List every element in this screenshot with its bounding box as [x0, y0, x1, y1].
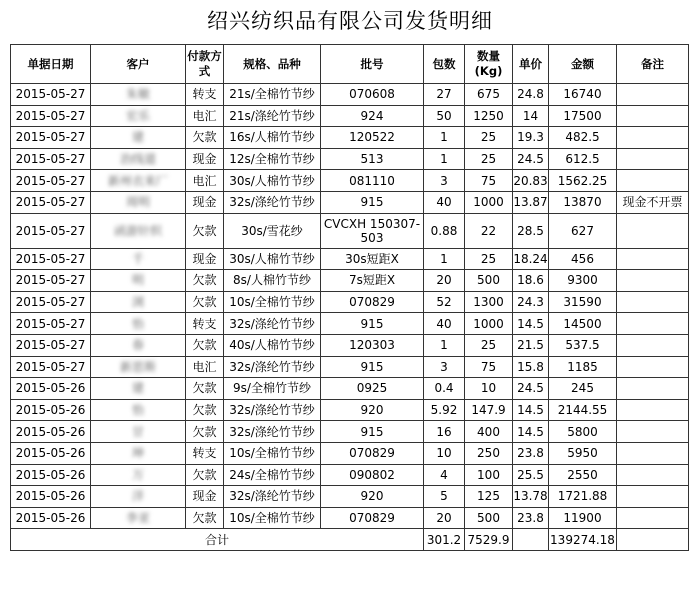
cell-payment: 欠款 — [186, 213, 224, 248]
cell-customer: 千 — [91, 248, 186, 270]
cell-note — [617, 378, 689, 400]
cell-payment: 欠款 — [186, 270, 224, 292]
cell-note — [617, 356, 689, 378]
table-row — [11, 270, 689, 292]
cell-spec: 21s/涤纶竹节纱 — [224, 105, 321, 127]
cell-price: 25.5 — [513, 464, 549, 486]
cell-customer: 治线道 — [91, 148, 186, 170]
table-row — [11, 170, 689, 192]
cell-spec: 40s/人棉竹节纱 — [224, 334, 321, 356]
cell-spec: 8s/人棉竹节纱 — [224, 270, 321, 292]
cell-payment: 欠款 — [186, 507, 224, 529]
cell-customer: 函游针织 — [91, 213, 186, 248]
cell-payment: 转支 — [186, 313, 224, 335]
cell-payment: 现金 — [186, 486, 224, 508]
cell-bags: 1 — [424, 148, 465, 170]
table-row — [11, 148, 689, 170]
cell-quantity: 25 — [465, 248, 513, 270]
col-header-note: 备注 — [617, 45, 689, 84]
cell-quantity: 25 — [465, 148, 513, 170]
cell-note — [617, 148, 689, 170]
total-note-empty — [617, 529, 689, 551]
cell-customer: 坤 — [91, 442, 186, 464]
table-row — [11, 291, 689, 313]
cell-spec: 9s/全棉竹节纱 — [224, 378, 321, 400]
cell-batch: 070829 — [321, 291, 424, 313]
cell-quantity: 500 — [465, 270, 513, 292]
cell-date: 2015-05-27 — [11, 248, 91, 270]
cell-amount: 1185 — [549, 356, 617, 378]
table-row — [11, 191, 689, 213]
cell-date: 2015-05-26 — [11, 507, 91, 529]
cell-bags: 1 — [424, 127, 465, 149]
cell-payment: 欠款 — [186, 399, 224, 421]
col-header-amount: 金额 — [549, 45, 617, 84]
cell-batch: 120522 — [321, 127, 424, 149]
cell-spec: 30s/人棉竹节纱 — [224, 170, 321, 192]
cell-note — [617, 291, 689, 313]
cell-date: 2015-05-27 — [11, 313, 91, 335]
col-header-quantity: 数量(Kg) — [465, 45, 513, 84]
col-header-batch: 批号 — [321, 45, 424, 84]
cell-date: 2015-05-26 — [11, 399, 91, 421]
cell-spec: 32s/涤纶竹节纱 — [224, 421, 321, 443]
cell-note — [617, 270, 689, 292]
cell-spec: 32s/涤纶竹节纱 — [224, 356, 321, 378]
cell-customer: 李亚 — [91, 507, 186, 529]
cell-amount: 17500 — [549, 105, 617, 127]
cell-note: 现金不开票 — [617, 191, 689, 213]
cell-price: 19.3 — [513, 127, 549, 149]
cell-payment: 欠款 — [186, 421, 224, 443]
table-row — [11, 356, 689, 378]
cell-payment: 转支 — [186, 442, 224, 464]
cell-amount: 537.5 — [549, 334, 617, 356]
table-row — [11, 442, 689, 464]
cell-batch: 120303 — [321, 334, 424, 356]
cell-note — [617, 127, 689, 149]
cell-price: 24.5 — [513, 378, 549, 400]
cell-quantity: 500 — [465, 507, 513, 529]
cell-quantity: 1300 — [465, 291, 513, 313]
cell-price: 13.78 — [513, 486, 549, 508]
cell-quantity: 675 — [465, 84, 513, 106]
cell-date: 2015-05-27 — [11, 291, 91, 313]
table-row — [11, 127, 689, 149]
cell-bags: 1 — [424, 248, 465, 270]
cell-quantity: 10 — [465, 378, 513, 400]
cell-note — [617, 399, 689, 421]
cell-price: 14 — [513, 105, 549, 127]
cell-customer: 周明 — [91, 191, 186, 213]
cell-bags: 4 — [424, 464, 465, 486]
cell-note — [617, 313, 689, 335]
total-price-empty — [513, 529, 549, 551]
cell-amount: 2550 — [549, 464, 617, 486]
cell-bags: 52 — [424, 291, 465, 313]
cell-customer: 甘 — [91, 421, 186, 443]
cell-batch: 081110 — [321, 170, 424, 192]
cell-spec: 10s/全棉竹节纱 — [224, 442, 321, 464]
cell-date: 2015-05-26 — [11, 464, 91, 486]
table-body — [11, 84, 689, 529]
table-row — [11, 105, 689, 127]
cell-bags: 40 — [424, 191, 465, 213]
cell-bags: 1 — [424, 334, 465, 356]
table-row — [11, 248, 689, 270]
cell-batch: 070829 — [321, 507, 424, 529]
cell-date: 2015-05-27 — [11, 105, 91, 127]
cell-payment: 现金 — [186, 191, 224, 213]
cell-note — [617, 464, 689, 486]
cell-payment: 欠款 — [186, 291, 224, 313]
cell-amount: 5950 — [549, 442, 617, 464]
cell-price: 24.8 — [513, 84, 549, 106]
cell-spec: 24s/全棉竹节纱 — [224, 464, 321, 486]
cell-batch: 915 — [321, 191, 424, 213]
cell-bags: 5.92 — [424, 399, 465, 421]
cell-bags: 20 — [424, 507, 465, 529]
cell-batch: 7s短距X — [321, 270, 424, 292]
cell-quantity: 1250 — [465, 105, 513, 127]
cell-note — [617, 248, 689, 270]
cell-customer: 怡 — [91, 399, 186, 421]
cell-batch: 920 — [321, 399, 424, 421]
cell-payment: 欠款 — [186, 127, 224, 149]
cell-batch: 920 — [321, 486, 424, 508]
table-row — [11, 399, 689, 421]
col-header-customer: 客户 — [91, 45, 186, 84]
cell-date: 2015-05-27 — [11, 356, 91, 378]
cell-price: 24.3 — [513, 291, 549, 313]
table-row — [11, 486, 689, 508]
cell-bags: 20 — [424, 270, 465, 292]
cell-customer: 洋 — [91, 486, 186, 508]
cell-spec: 32s/涤纶竹节纱 — [224, 191, 321, 213]
cell-note — [617, 442, 689, 464]
cell-note — [617, 170, 689, 192]
cell-batch: 513 — [321, 148, 424, 170]
cell-batch: 30s短距X — [321, 248, 424, 270]
cell-batch: 070608 — [321, 84, 424, 106]
cell-amount: 16740 — [549, 84, 617, 106]
cell-date: 2015-05-26 — [11, 442, 91, 464]
cell-price: 21.5 — [513, 334, 549, 356]
table-row — [11, 464, 689, 486]
cell-payment: 欠款 — [186, 378, 224, 400]
col-header-payment: 付款方式 — [186, 45, 224, 84]
cell-date: 2015-05-27 — [11, 270, 91, 292]
cell-note — [617, 84, 689, 106]
cell-price: 18.6 — [513, 270, 549, 292]
cell-price: 14.5 — [513, 313, 549, 335]
cell-date: 2015-05-26 — [11, 421, 91, 443]
cell-batch: 090802 — [321, 464, 424, 486]
cell-payment: 电汇 — [186, 105, 224, 127]
cell-price: 14.5 — [513, 399, 549, 421]
cell-amount: 11900 — [549, 507, 617, 529]
cell-amount: 14500 — [549, 313, 617, 335]
col-header-bags: 包数 — [424, 45, 465, 84]
table-row — [11, 313, 689, 335]
total-amount: 139274.18 — [549, 529, 617, 551]
cell-customer: 建 — [91, 127, 186, 149]
cell-note — [617, 105, 689, 127]
cell-amount: 627 — [549, 213, 617, 248]
cell-payment: 转支 — [186, 84, 224, 106]
cell-price: 23.8 — [513, 507, 549, 529]
cell-quantity: 75 — [465, 356, 513, 378]
cell-quantity: 250 — [465, 442, 513, 464]
cell-quantity: 1000 — [465, 191, 513, 213]
cell-date: 2015-05-26 — [11, 486, 91, 508]
cell-customer: 怡 — [91, 313, 186, 335]
cell-bags: 0.88 — [424, 213, 465, 248]
cell-payment: 电汇 — [186, 356, 224, 378]
cell-spec: 16s/人棉竹节纱 — [224, 127, 321, 149]
cell-bags: 10 — [424, 442, 465, 464]
cell-bags: 16 — [424, 421, 465, 443]
cell-customer: 朱敏 — [91, 84, 186, 106]
total-label: 合计 — [11, 529, 424, 551]
cell-bags: 50 — [424, 105, 465, 127]
cell-spec: 12s/全棉竹节纱 — [224, 148, 321, 170]
cell-customer: 新州衣来厂 — [91, 170, 186, 192]
cell-price: 20.83 — [513, 170, 549, 192]
cell-date: 2015-05-27 — [11, 127, 91, 149]
cell-price: 28.5 — [513, 213, 549, 248]
cell-price: 23.8 — [513, 442, 549, 464]
cell-quantity: 1000 — [465, 313, 513, 335]
cell-date: 2015-05-27 — [11, 84, 91, 106]
cell-bags: 0.4 — [424, 378, 465, 400]
cell-spec: 30s/人棉竹节纱 — [224, 248, 321, 270]
table-header-row — [11, 45, 689, 84]
cell-batch: 0925 — [321, 378, 424, 400]
cell-customer: 建 — [91, 378, 186, 400]
cell-bags: 27 — [424, 84, 465, 106]
total-row — [11, 529, 689, 551]
cell-amount: 13870 — [549, 191, 617, 213]
cell-payment: 现金 — [186, 248, 224, 270]
cell-spec: 10s/全棉竹节纱 — [224, 291, 321, 313]
cell-date: 2015-05-27 — [11, 170, 91, 192]
cell-note — [617, 507, 689, 529]
table-row — [11, 334, 689, 356]
total-quantity: 7529.9 — [465, 529, 513, 551]
cell-note — [617, 213, 689, 248]
cell-quantity: 125 — [465, 486, 513, 508]
cell-date: 2015-05-27 — [11, 213, 91, 248]
cell-quantity: 75 — [465, 170, 513, 192]
cell-amount: 2144.55 — [549, 399, 617, 421]
cell-payment: 电汇 — [186, 170, 224, 192]
cell-price: 14.5 — [513, 421, 549, 443]
cell-payment: 欠款 — [186, 464, 224, 486]
cell-amount: 456 — [549, 248, 617, 270]
cell-amount: 31590 — [549, 291, 617, 313]
cell-amount: 245 — [549, 378, 617, 400]
cell-bags: 3 — [424, 356, 465, 378]
cell-date: 2015-05-27 — [11, 334, 91, 356]
cell-quantity: 25 — [465, 334, 513, 356]
cell-amount: 9300 — [549, 270, 617, 292]
cell-spec: 30s/雪花纱 — [224, 213, 321, 248]
cell-spec: 32s/涤纶竹节纱 — [224, 399, 321, 421]
cell-customer: 春 — [91, 334, 186, 356]
cell-spec: 32s/涤纶竹节纱 — [224, 486, 321, 508]
cell-batch: 915 — [321, 356, 424, 378]
table-row — [11, 213, 689, 248]
cell-amount: 482.5 — [549, 127, 617, 149]
cell-date: 2015-05-26 — [11, 378, 91, 400]
cell-batch: CVCXH 150307-503 — [321, 213, 424, 248]
cell-amount: 1721.88 — [549, 486, 617, 508]
cell-customer: 万 — [91, 464, 186, 486]
cell-payment: 欠款 — [186, 334, 224, 356]
cell-payment: 现金 — [186, 148, 224, 170]
cell-spec: 21s/全棉竹节纱 — [224, 84, 321, 106]
cell-amount: 612.5 — [549, 148, 617, 170]
cell-batch: 924 — [321, 105, 424, 127]
cell-batch: 915 — [321, 421, 424, 443]
table-row — [11, 84, 689, 106]
cell-price: 18.24 — [513, 248, 549, 270]
cell-date: 2015-05-27 — [11, 191, 91, 213]
cell-quantity: 100 — [465, 464, 513, 486]
cell-customer: 浏 — [91, 291, 186, 313]
cell-amount: 1562.25 — [549, 170, 617, 192]
cell-quantity: 25 — [465, 127, 513, 149]
cell-note — [617, 334, 689, 356]
cell-batch: 070829 — [321, 442, 424, 464]
cell-bags: 5 — [424, 486, 465, 508]
shipment-table — [10, 44, 689, 551]
cell-quantity: 147.9 — [465, 399, 513, 421]
cell-customer: 新思斯 — [91, 356, 186, 378]
cell-bags: 40 — [424, 313, 465, 335]
cell-spec: 10s/全棉竹节纱 — [224, 507, 321, 529]
cell-price: 24.5 — [513, 148, 549, 170]
document-title: 绍兴纺织品有限公司发货明细 — [207, 9, 493, 33]
cell-amount: 5800 — [549, 421, 617, 443]
cell-bags: 3 — [424, 170, 465, 192]
cell-batch: 915 — [321, 313, 424, 335]
cell-date: 2015-05-27 — [11, 148, 91, 170]
cell-note — [617, 421, 689, 443]
total-bags: 301.2 — [424, 529, 465, 551]
cell-price: 13.87 — [513, 191, 549, 213]
cell-customer: 明 — [91, 270, 186, 292]
cell-quantity: 22 — [465, 213, 513, 248]
cell-price: 15.8 — [513, 356, 549, 378]
cell-note — [617, 486, 689, 508]
cell-customer: 宏乐 — [91, 105, 186, 127]
table-row — [11, 421, 689, 443]
col-header-price: 单价 — [513, 45, 549, 84]
cell-quantity: 400 — [465, 421, 513, 443]
table-row — [11, 507, 689, 529]
col-header-spec: 规格、品种 — [224, 45, 321, 84]
table-row — [11, 378, 689, 400]
col-header-date: 单据日期 — [11, 45, 91, 84]
cell-spec: 32s/涤纶竹节纱 — [224, 313, 321, 335]
